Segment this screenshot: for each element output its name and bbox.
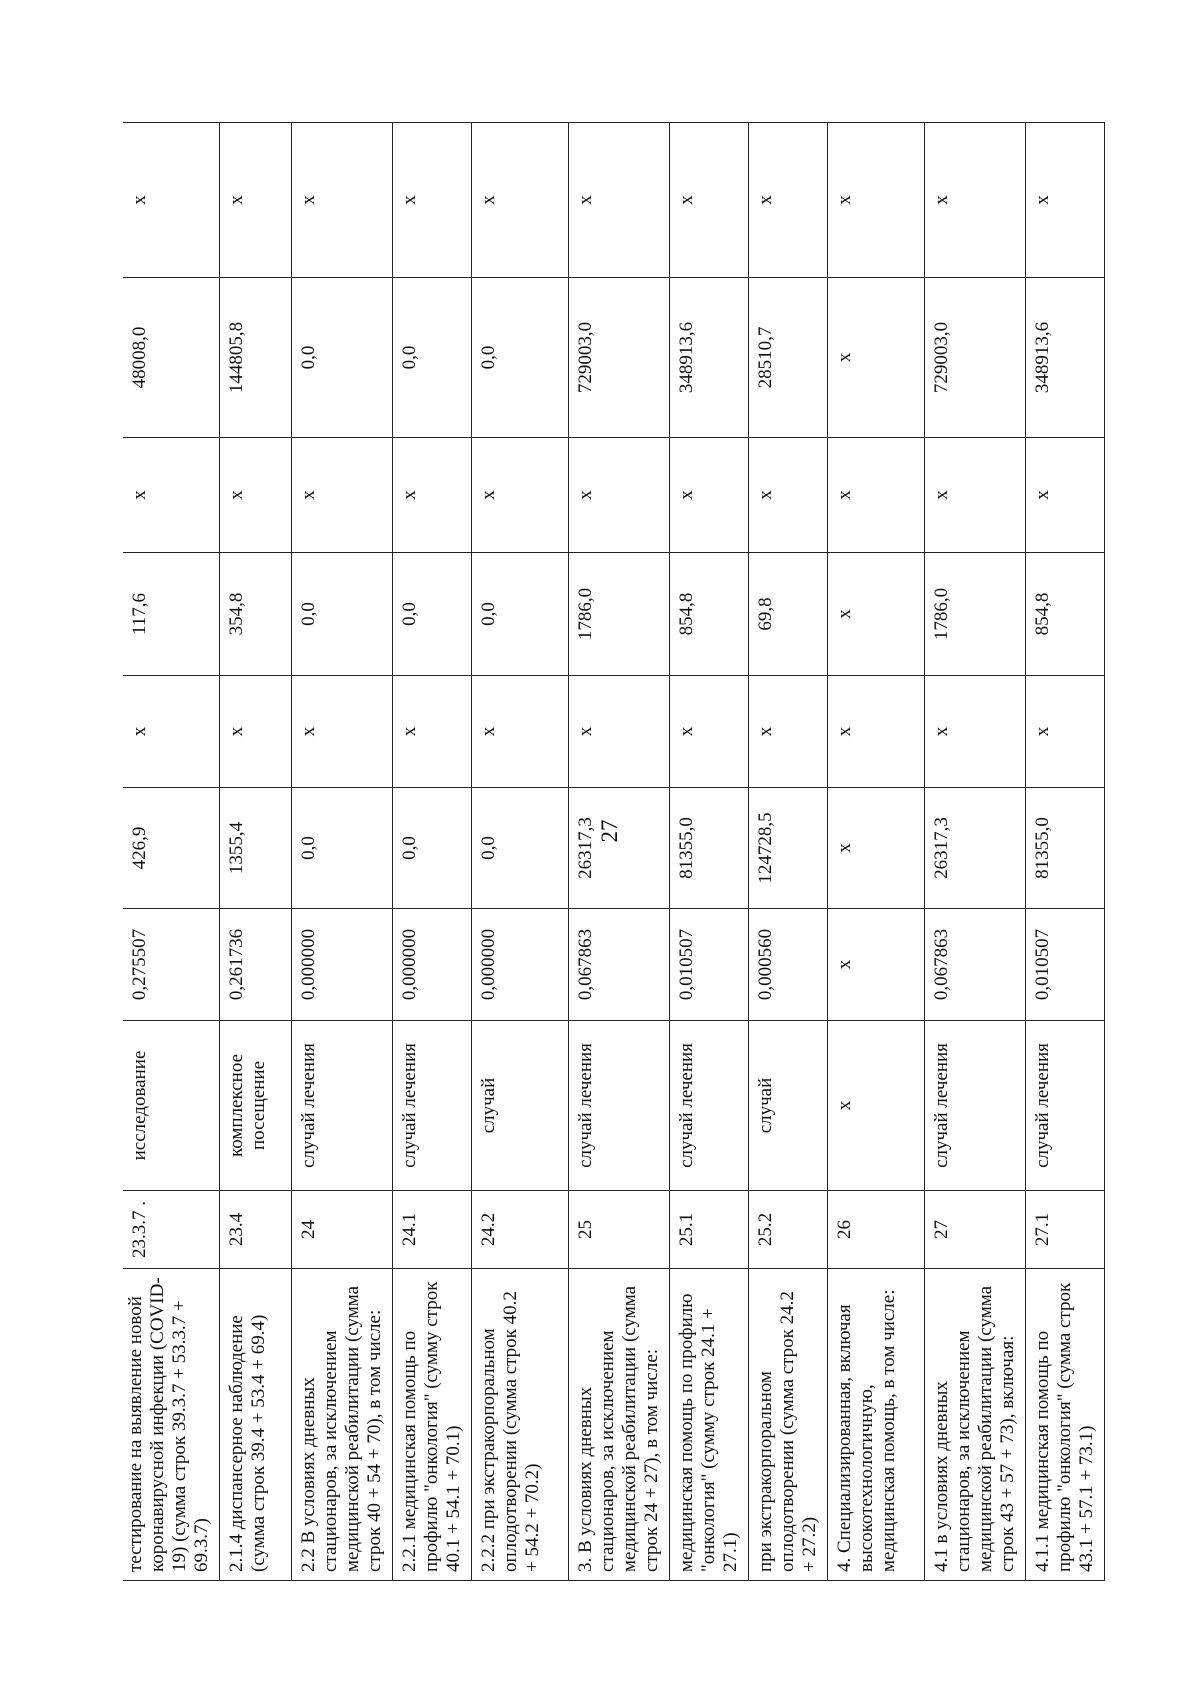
row-cost: 26317,3 xyxy=(569,788,670,909)
row-norm: 0,275507 xyxy=(123,909,220,1021)
row-col10: x xyxy=(670,123,749,278)
row-unit: исследование xyxy=(123,1021,220,1191)
row-code: 27 xyxy=(925,1191,1026,1269)
table-row xyxy=(220,123,292,1581)
row-col6: x xyxy=(1026,676,1105,788)
row-col7: 69,8 xyxy=(749,553,828,676)
row-col6: x xyxy=(220,676,292,788)
row-col6: x xyxy=(123,676,220,788)
row-col8: x xyxy=(472,438,569,553)
row-code: 23.4 xyxy=(220,1191,292,1269)
row-col6: x xyxy=(292,676,393,788)
row-norm: 0,261736 xyxy=(220,909,292,1021)
row-col6: x xyxy=(828,676,925,788)
row-norm: 0,067863 xyxy=(925,909,1026,1021)
row-col9: 348913,6 xyxy=(1026,278,1105,438)
row-code: 27.1 xyxy=(1026,1191,1105,1269)
row-unit: случай лечения xyxy=(292,1021,393,1191)
table-row xyxy=(749,123,828,1581)
row-code: 25.1 xyxy=(670,1191,749,1269)
row-col7: 1786,0 xyxy=(569,553,670,676)
table-row xyxy=(828,123,925,1581)
row-col8: x xyxy=(393,438,472,553)
row-name: 2.2 В условиях дневных стационаров, за исключением медицинской реабилитации (сумма строк 40 + 54 + 70), в том числе: xyxy=(292,1269,393,1581)
row-norm: 0,000000 xyxy=(472,909,569,1021)
row-cost: 426,9 xyxy=(123,788,220,909)
row-name: 4.1 в условиях дневных стационаров, за исключением медицинской реабилитации (сумма строк 43 + 57 + 73), включая: xyxy=(925,1269,1026,1581)
table-row xyxy=(292,123,393,1581)
row-norm: 0,000000 xyxy=(292,909,393,1021)
table-row xyxy=(472,123,569,1581)
row-cost: 124728,5 xyxy=(749,788,828,909)
row-unit: комплексное посещение xyxy=(220,1021,292,1191)
row-col7: 854,8 xyxy=(1026,553,1105,676)
row-col10: x xyxy=(1026,123,1105,278)
row-col10: x xyxy=(749,123,828,278)
row-col6: x xyxy=(670,676,749,788)
row-norm: 0,067863 xyxy=(569,909,670,1021)
row-name: медицинская помощь по профилю "онкология" (сумму строк 24.1 + 27.1) xyxy=(670,1269,749,1581)
row-col10: x xyxy=(220,123,292,278)
row-col9: 144805,8 xyxy=(220,278,292,438)
row-col9: 348913,6 xyxy=(670,278,749,438)
row-col7: 854,8 xyxy=(670,553,749,676)
row-name: тестирование на выявление новой коронавирусной инфекции (COVID-19) (сумма строк 39.3.7 + 53.3.7 + 69.3.7) xyxy=(123,1269,220,1581)
row-col7: 117,6 xyxy=(123,553,220,676)
row-col8: x xyxy=(292,438,393,553)
row-col10: x xyxy=(828,123,925,278)
row-col10: x xyxy=(569,123,670,278)
table-row xyxy=(393,123,472,1581)
row-col9: 0,0 xyxy=(292,278,393,438)
row-cost: 0,0 xyxy=(472,788,569,909)
row-norm: 0,000560 xyxy=(749,909,828,1021)
row-norm: x xyxy=(828,909,925,1021)
table-row xyxy=(123,123,220,1581)
row-name: 4.1.1 медицинская помощь по профилю "онкология" (сумма строк 43.1 + 57.1 + 73.1) xyxy=(1026,1269,1105,1581)
row-col6: x xyxy=(393,676,472,788)
row-norm: 0,010507 xyxy=(670,909,749,1021)
row-col7: 354,8 xyxy=(220,553,292,676)
volume-cost-table xyxy=(123,122,1105,1581)
page-number: 27 xyxy=(597,819,622,843)
row-code: 23.3.7 . xyxy=(123,1191,220,1269)
row-cost: 26317,3 xyxy=(925,788,1026,909)
row-col6: x xyxy=(925,676,1026,788)
row-code: 24.2 xyxy=(472,1191,569,1269)
row-unit: случай xyxy=(749,1021,828,1191)
row-col8: x xyxy=(670,438,749,553)
row-code: 24.1 xyxy=(393,1191,472,1269)
row-col6: x xyxy=(749,676,828,788)
row-name: 2.1.4 диспансерное наблюдение (сумма строк 39.4 + 53.4 + 69.4) xyxy=(220,1269,292,1581)
row-col8: x xyxy=(925,438,1026,553)
row-col7: 0,0 xyxy=(472,553,569,676)
row-col9: 729003,0 xyxy=(569,278,670,438)
row-code: 25.2 xyxy=(749,1191,828,1269)
row-col8: x xyxy=(569,438,670,553)
row-unit: случай xyxy=(472,1021,569,1191)
row-unit: случай лечения xyxy=(925,1021,1026,1191)
row-col7: 0,0 xyxy=(292,553,393,676)
row-col10: x xyxy=(393,123,472,278)
row-col7: x xyxy=(828,553,925,676)
row-name: 3. В условиях дневных стационаров, за исключением медицинской реабилитации (сумма строк 24 + 27), в том числе: xyxy=(569,1269,670,1581)
table-row xyxy=(670,123,749,1581)
row-col9: 0,0 xyxy=(472,278,569,438)
row-col9: 0,0 xyxy=(393,278,472,438)
row-cost: 1355,4 xyxy=(220,788,292,909)
row-col6: x xyxy=(472,676,569,788)
table-row xyxy=(569,123,670,1581)
row-col10: x xyxy=(472,123,569,278)
row-name: 4. Специализированная, включая высокотехнологичную, медицинская помощь, в том числе: xyxy=(828,1269,925,1581)
row-col8: x xyxy=(828,438,925,553)
row-cost: 0,0 xyxy=(393,788,472,909)
row-cost: x xyxy=(828,788,925,909)
row-unit: случай лечения xyxy=(1026,1021,1105,1191)
table-row xyxy=(925,123,1026,1581)
row-col9: 729003,0 xyxy=(925,278,1026,438)
row-col8: x xyxy=(220,438,292,553)
row-cost: 0,0 xyxy=(292,788,393,909)
row-code: 26 xyxy=(828,1191,925,1269)
row-col6: x xyxy=(569,676,670,788)
row-code: 24 xyxy=(292,1191,393,1269)
row-col7: 0,0 xyxy=(393,553,472,676)
row-code: 25 xyxy=(569,1191,670,1269)
row-col10: x xyxy=(292,123,393,278)
row-unit: случай лечения xyxy=(393,1021,472,1191)
row-col9: 48008,0 xyxy=(123,278,220,438)
row-col8: x xyxy=(123,438,220,553)
row-cost: 81355,0 xyxy=(1026,788,1105,909)
row-norm: 0,000000 xyxy=(393,909,472,1021)
row-unit: случай лечения xyxy=(670,1021,749,1191)
row-unit: x xyxy=(828,1021,925,1191)
row-name: при экстракорпоральном оплодотворении (сумма строк 24.2 + 27.2) xyxy=(749,1269,828,1581)
row-cost: 81355,0 xyxy=(670,788,749,909)
row-col7: 1786,0 xyxy=(925,553,1026,676)
row-name: 2.2.2 при экстракорпоральном оплодотворении (сумма строк 40.2 + 54.2 + 70.2) xyxy=(472,1269,569,1581)
row-unit: случай лечения xyxy=(569,1021,670,1191)
row-col10: x xyxy=(925,123,1026,278)
row-col10: x xyxy=(123,123,220,278)
row-col9: 28510,7 xyxy=(749,278,828,438)
row-col9: x xyxy=(828,278,925,438)
row-norm: 0,010507 xyxy=(1026,909,1105,1021)
table-row xyxy=(1026,123,1105,1581)
row-col8: x xyxy=(1026,438,1105,553)
row-col8: x xyxy=(749,438,828,553)
rotated-table-container xyxy=(123,123,1097,1581)
row-name: 2.2.1 медицинская помощь по профилю "онкология" (сумму строк 40.1 + 54.1 + 70.1) xyxy=(393,1269,472,1581)
